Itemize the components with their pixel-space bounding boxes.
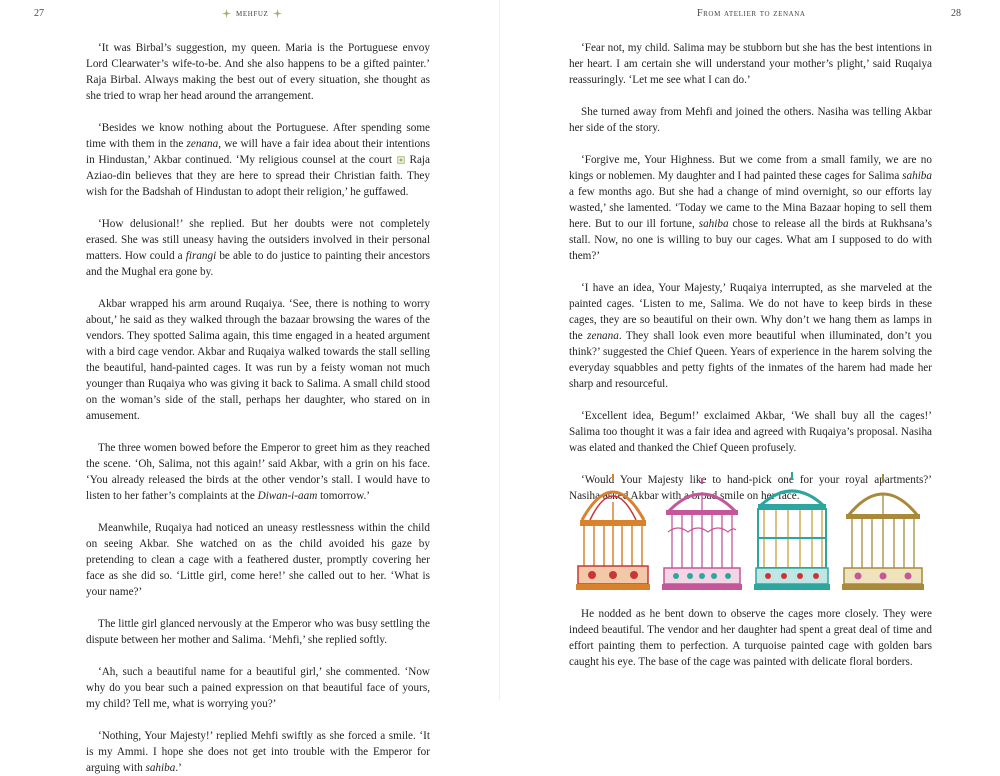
right-body-text-bottom: [569, 606, 932, 670]
running-header-title: mehfuz: [236, 8, 269, 19]
paragraph: The three women bowed before the Emperor to greet him as they reached the scene. ‘Oh, Salima, not this again!’ said Akbar, with a grin on his face. ‘You already released the birds at the other vendor’s stall. I would have to listen to her father’s complaints at the Diwan-i-aam tomorrow.’: [86, 442, 430, 502]
paragraph: The little girl glanced nervously at the Emperor who was busy settling the dispute between her mother and Salima. ‘Mehfi,’ she replied softly.: [86, 618, 430, 646]
ornament-icon: [222, 9, 231, 18]
running-header-left: [222, 8, 282, 19]
left-body-text: [86, 40, 430, 776]
paragraph: ‘Nothing, Your Majesty!’ replied Mehfi swiftly as she forced a smile. ‘It is my Ammi. I hope she does not get into trouble with the Emperor for arguing with sahiba.’: [86, 730, 430, 774]
paragraph: ‘Ah, such a beautiful name for a beautiful girl,’ she commented. ‘Now why do you bear such a pained expression on that beautiful face of yours, my child? Tell me, what is worrying you?’: [86, 666, 430, 710]
paragraph: ‘Would Your Majesty like to hand-pick one for your royal apartments?’ Nasiha asked Akbar with a broad smile on her face.: [569, 474, 932, 502]
running-header-right: From atelier to zenana: [697, 8, 806, 19]
pink-cage: [662, 478, 742, 590]
italic-term: sahiba: [145, 762, 176, 774]
bird-cages-illustration: [572, 472, 932, 597]
paragraph: ‘Forgive me, Your Highness. But we come from a small family, we are no kings or noblemen. My daughter and I had painted these cages for Salima sahiba a few months ago. But she had a change of mind overnight, so our efforts lay wasted,’ she lamented. ‘Today we came to the Mina Bazaar hoping to sell them here. But to our ill fortune, sahiba chose to release all the birds at Rukhsana’s stall. Now, no one is willing to buy our cages. What am I supposed to do with them?’: [569, 154, 932, 262]
bird-cages-drawing: [572, 472, 932, 597]
right-page: [500, 0, 1000, 700]
paragraph: He nodded as he bent down to observe the cages more closely. They were indeed beautiful. The vendor and her daughter had spent a great deal of time and effort painting them to perfection. A turquoise painted cage with golden bars caught his eye. The base of the cage was painted with delicate floral borders.: [569, 608, 932, 668]
italic-term: zenana: [587, 330, 619, 342]
orange-cage: [576, 474, 650, 590]
italic-term: firangi: [185, 250, 217, 262]
paragraph: ‘Excellent idea, Begum!’ exclaimed Akbar, ‘We shall buy all the cages!’ Salima too thought it was a fair idea and agreed with Ruqaiya’s proposal. Nasiha was elated and thanked the Chief Queen profusely.: [569, 410, 932, 454]
right-body-text: [569, 40, 932, 504]
italic-term: sahiba: [902, 170, 932, 182]
paragraph: ‘Fear not, my child. Salima may be stubborn but she has the best intentions in her heart. I am certain she will understand your mother’s plight,’ said Ruqaiya reassuringly. ‘Let me see what I can do.’: [569, 42, 932, 86]
olive-cage: [842, 474, 924, 590]
left-page: [0, 0, 500, 774]
page-number-left: 27: [34, 8, 44, 19]
paragraph: ‘I have an idea, Your Majesty,’ Ruqaiya interrupted, as she marveled at the painted cages. ‘Listen to me, Salima. We do not have to keep birds in these cages, they are so beautiful on their own. Why don’t we hang them as lamps in the zenana. They shall look even more beautiful when illuminated, don’t you think?’ suggested the Chief Queen. Years of experience in the harem solving the everyday squabbles and petty fights of the inmates of the harem had made her sharp and resourceful.: [569, 282, 932, 390]
italic-term: sahiba: [698, 218, 729, 230]
paragraph: ‘How delusional!’ she replied. But her doubts were not completely erased. She was still uneasy having the outsiders involved in their personal matters. How could a firangi be able to do justice to painting their ancestors and the Mughal era gone by.: [86, 218, 430, 278]
ornament-icon: [397, 156, 405, 164]
paragraph: ‘Besides we know nothing about the Portuguese. After spending some time with them in the zenana, we will have a fair idea about their intentions in Hindustan,’ Akbar continued. ‘My religious counsel at the court Raja Aziao-din believes that they are here to spread their Christian faith. They wish for the Badshah of Hindustan to adopt their religion,’ he guffawed.: [86, 122, 430, 198]
ornament-icon: [273, 9, 282, 18]
paragraph: ‘It was Birbal’s suggestion, my queen. Maria is the Portuguese envoy Lord Clearwater’s wife-to-be. And she also happens to be a gifted painter.’ Raja Birbal. Always making the best out of every situation, she thought as she tried to wrap her head around the arrangement.: [86, 42, 430, 102]
page-number-right: 28: [951, 8, 961, 19]
paragraph: She turned away from Mehfi and joined the others. Nasiha was telling Akbar her side of the story.: [569, 106, 932, 134]
paragraph: Akbar wrapped his arm around Ruqaiya. ‘See, there is nothing to worry about,’ he said as they walked through the bazaar browsing the wares of the vendors. They spotted Salima again, this time engaged in a heated argument with a bird cage vendor. Akbar and Ruqaiya walked towards the stall selling the beautiful, hand-painted cages. It was run by a feisty woman not much younger than Ruqaiya who was giving it back to Salima. A small child stood on the woman’s side of the stall, perhaps her daughter, who stared on in amusement.: [86, 298, 430, 422]
italic-term: zenana: [186, 138, 219, 150]
italic-term: Diwan-i-aam: [257, 490, 318, 502]
paragraph: Meanwhile, Ruqaiya had noticed an uneasy restlessness within the child on seeing Akbar. She watched on as the child avoided his gaze by pretending to clean a cage with a feathered duster, promptly covering her face as she did so. ‘Little girl, come here!’ she called out to her. ‘What is your name?’: [86, 522, 430, 598]
turquoise-cage: [754, 472, 830, 590]
